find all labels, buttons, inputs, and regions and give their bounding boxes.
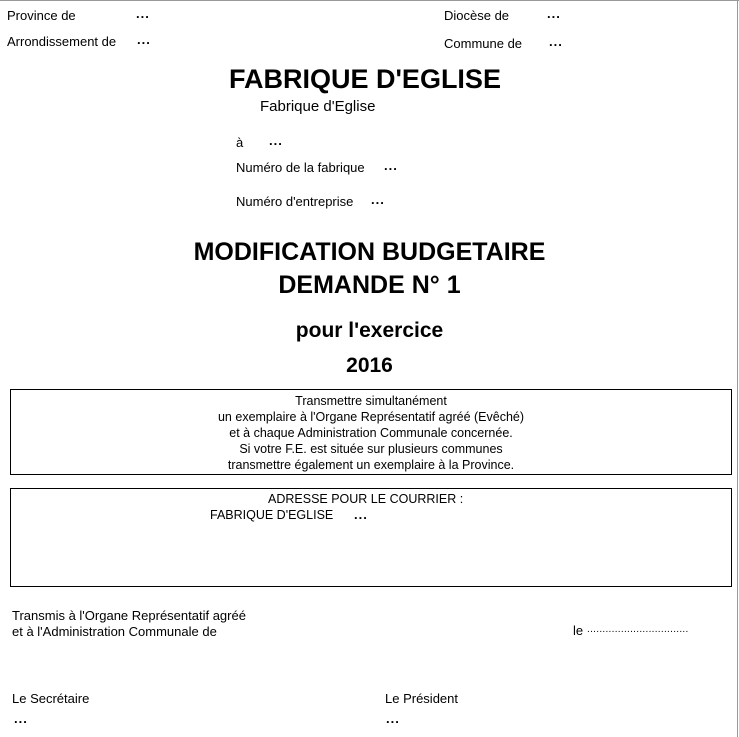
- modification-title: MODIFICATION BUDGETAIRE: [193, 238, 546, 266]
- transmitted-line1: Transmis à l'Organe Représentatif agréé: [12, 608, 246, 623]
- top-border: [0, 0, 739, 1]
- notice-line: transmettre également un exemplaire à la Province.: [227, 458, 515, 472]
- notice-line: un exemplaire à l'Organe Représentatif agréé (Evêché): [217, 410, 525, 424]
- address-heading: ADRESSE POUR LE COURRIER :: [268, 492, 464, 506]
- address-recipient-label: FABRIQUE D'EGLISE: [210, 508, 334, 522]
- notice-line: et à chaque Administration Communale concernée.: [229, 426, 513, 440]
- numero-entreprise-label: Numéro d'entreprise: [236, 194, 354, 209]
- date-label: le: [573, 623, 584, 638]
- date-value: .................................: [587, 624, 689, 635]
- secretary-label: Le Secrétaire: [12, 691, 90, 706]
- diocese-label: Diocèse de: [444, 8, 510, 23]
- fabrique-title: FABRIQUE D'EGLISE: [229, 64, 501, 94]
- demande-title: DEMANDE N° 1: [278, 271, 461, 299]
- exercise-label: pour l'exercice: [295, 319, 444, 342]
- president-value: ...: [386, 711, 400, 726]
- numero-fabrique-value: ...: [384, 158, 398, 173]
- diocese-value: ...: [547, 6, 561, 21]
- address-box: [10, 488, 732, 587]
- address-recipient-value: ...: [354, 507, 368, 522]
- arrondissement-value: ...: [137, 32, 151, 47]
- commune-value: ...: [549, 34, 563, 49]
- a-label: à: [236, 135, 244, 150]
- arrondissement-label: Arrondissement de: [7, 34, 117, 49]
- notice-line: Transmettre simultanément: [295, 394, 447, 408]
- secretary-value: ...: [14, 711, 28, 726]
- fabrique-subtitle: Fabrique d'Eglise: [260, 98, 376, 115]
- province-value: ...: [136, 6, 150, 21]
- exercise-year: 2016: [346, 354, 393, 377]
- notice-box: [10, 389, 732, 475]
- notice-text: [11, 393, 731, 473]
- a-value: ...: [269, 133, 283, 148]
- commune-label: Commune de: [444, 36, 523, 51]
- president-label: Le Président: [385, 691, 458, 706]
- notice-line: Si votre F.E. est située sur plusieurs communes: [239, 442, 503, 456]
- numero-fabrique-label: Numéro de la fabrique: [236, 160, 365, 175]
- numero-entreprise-value: ...: [371, 192, 385, 207]
- transmitted-line2: et à l'Administration Communale de: [12, 624, 217, 639]
- province-label: Province de: [7, 8, 76, 23]
